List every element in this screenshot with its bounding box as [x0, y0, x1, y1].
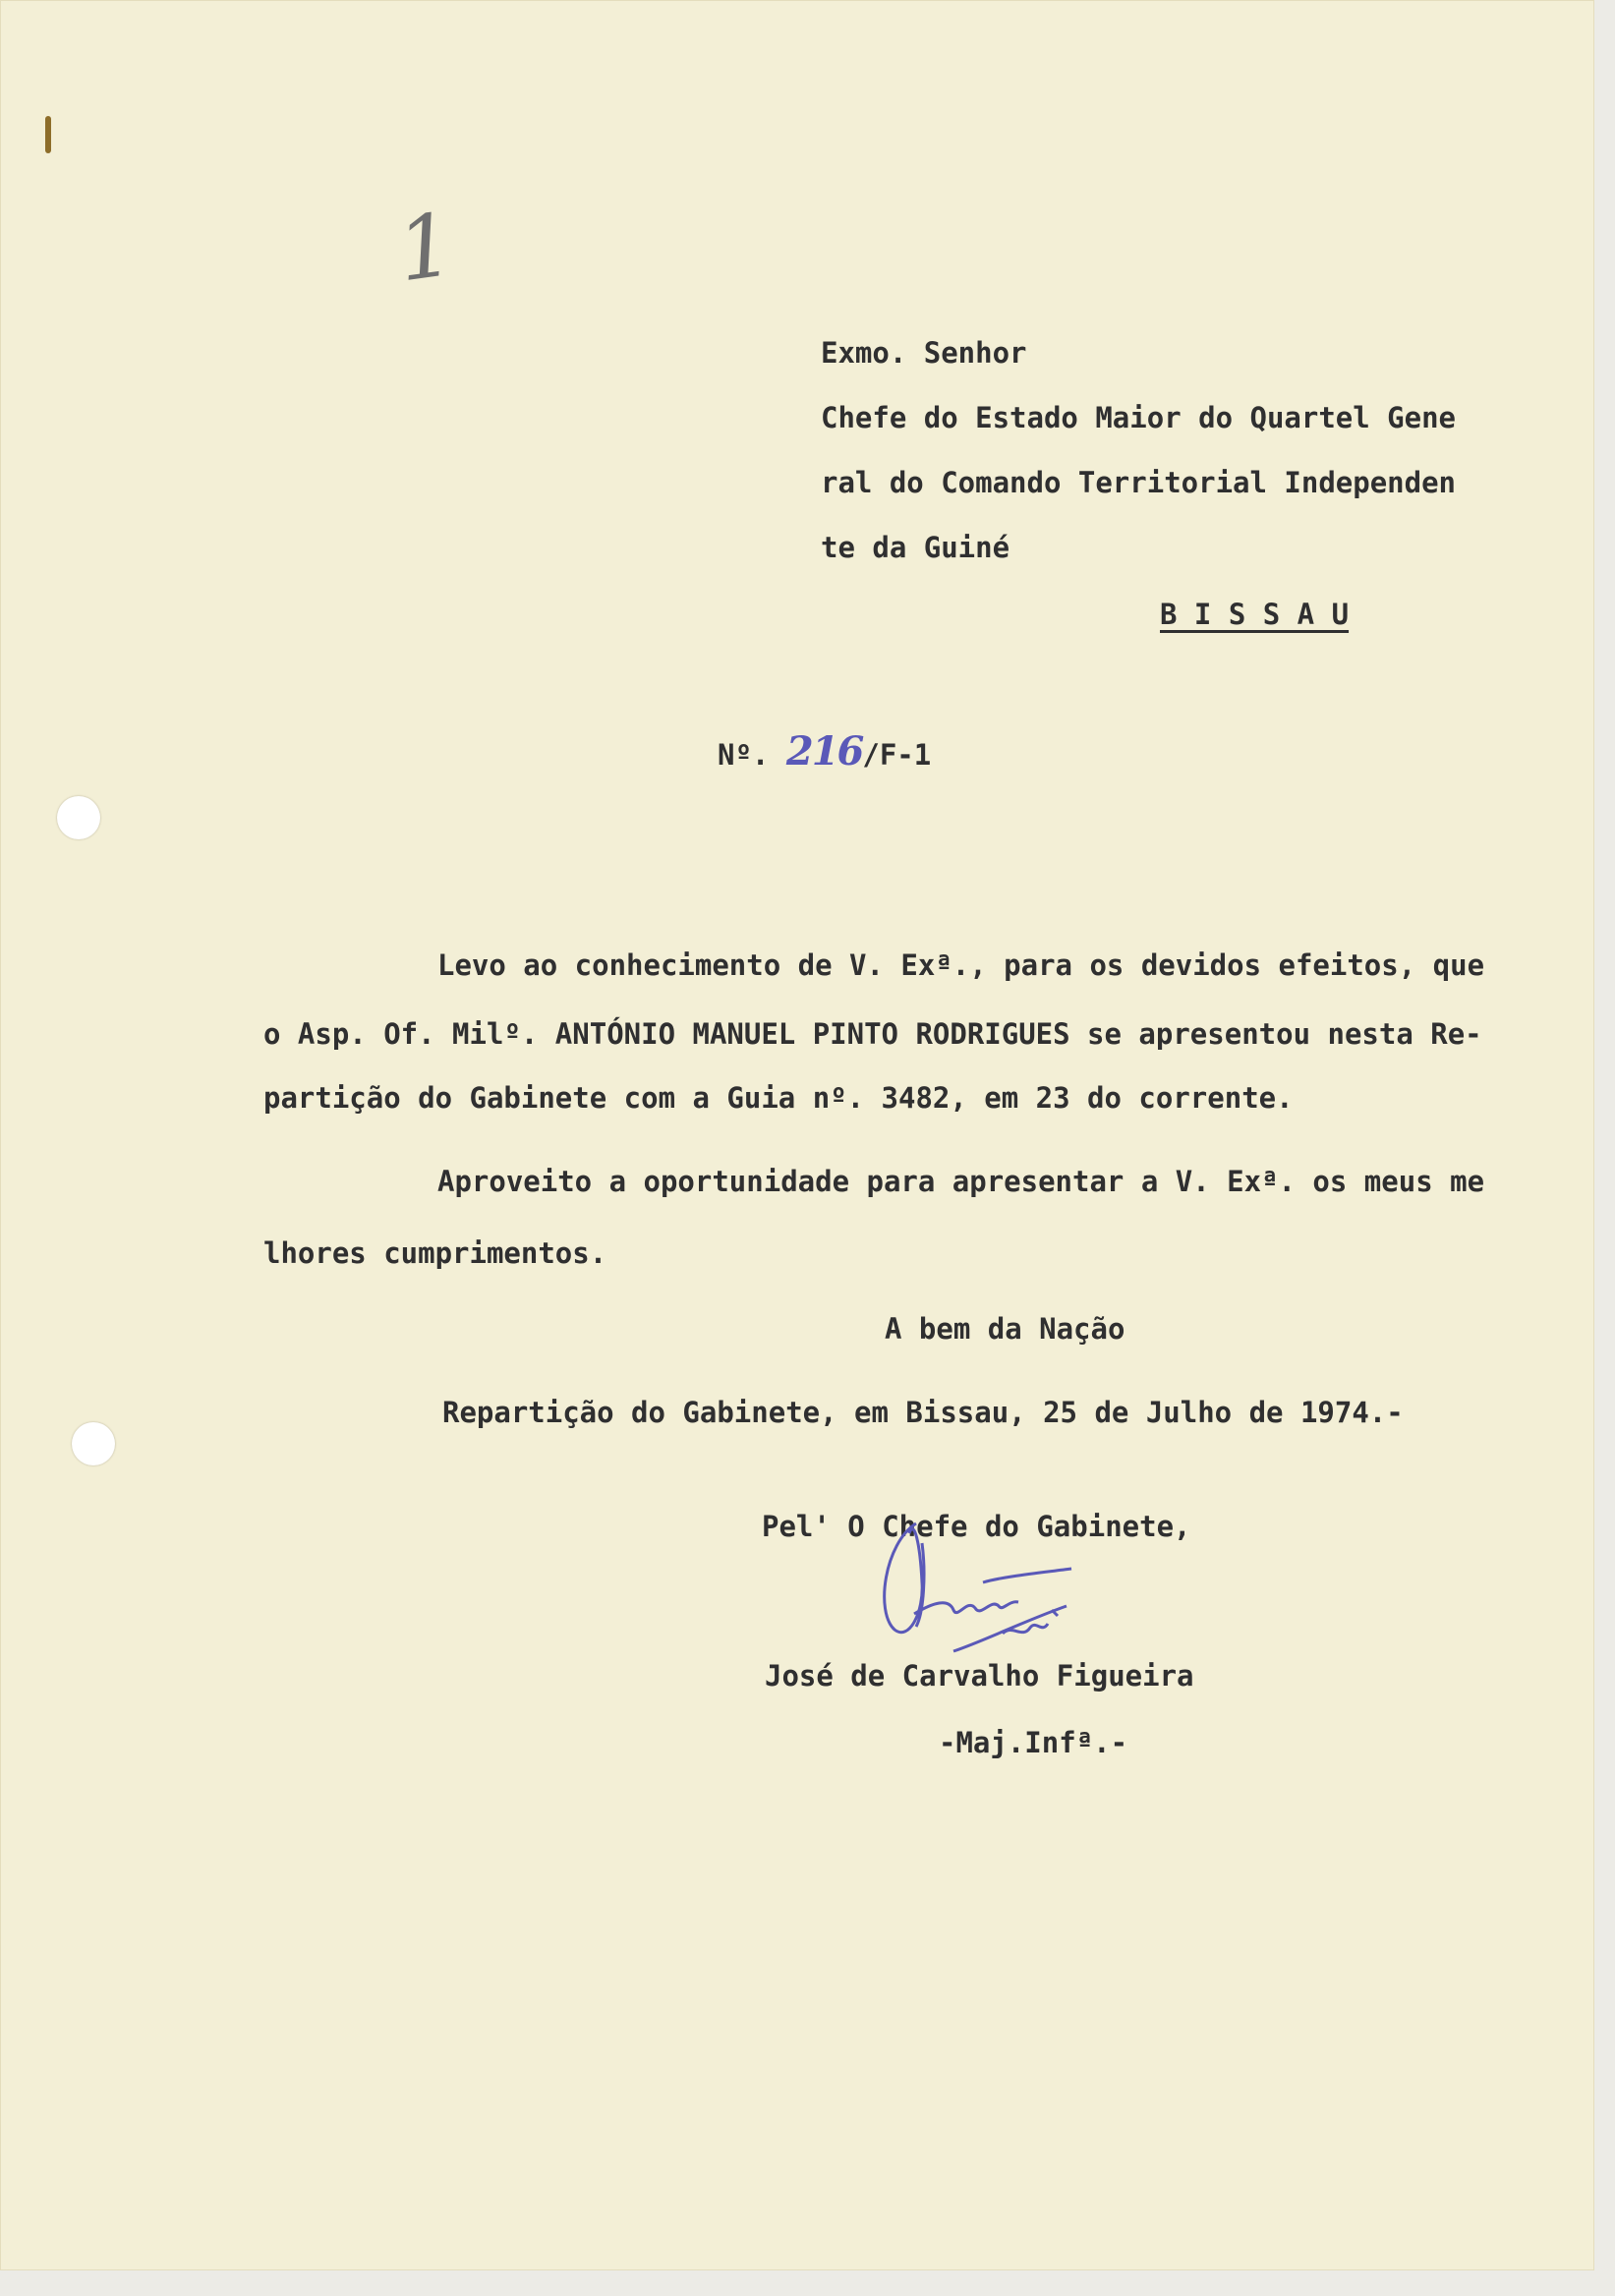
body-p2-line-2: lhores cumprimentos.	[263, 1236, 607, 1270]
on-behalf-line: Pel' O Chefe do Gabinete,	[762, 1510, 1191, 1543]
addressee-line-2: ral do Comando Territorial Independen	[821, 466, 1457, 499]
body-p1-line-3: partição do Gabinete com a Guia nº. 3482, em 23 do corrente.	[263, 1081, 1294, 1115]
reference-suffix: /F-1	[862, 738, 932, 772]
punch-hole-top	[57, 796, 100, 839]
body-p1-line-2: o Asp. Of. Milº. ANTÓNIO MANUEL PINTO RODRIGUES se apresentou nesta Re-	[263, 1017, 1482, 1051]
place-and-date: Repartição do Gabinete, em Bissau, 25 de Julho de 1974.-	[442, 1396, 1404, 1429]
reference-handwritten-number: 216	[785, 728, 863, 775]
closing-motto: A bem da Nação	[885, 1312, 1125, 1346]
signatory-name: José de Carvalho Figueira	[765, 1659, 1194, 1693]
signature-drawing	[855, 1504, 1130, 1681]
punch-hole-bottom	[72, 1422, 115, 1465]
reference-prefix: Nº.	[718, 738, 770, 772]
salutation: Exmo. Senhor	[821, 336, 1027, 370]
reference-number	[718, 728, 932, 775]
city-heading: B I S S A U	[1160, 598, 1350, 631]
body-p1-line-1: Levo ao conhecimento de V. Exª., para os devidos efeitos, que	[437, 948, 1485, 982]
pencil-annotation: 1	[391, 193, 460, 302]
addressee-line-3: te da Guiné	[821, 531, 1010, 564]
signatory-rank: -Maj.Infª.-	[939, 1726, 1128, 1759]
addressee-line-1: Chefe do Estado Maior do Quartel Gene	[821, 401, 1457, 434]
rust-mark	[45, 116, 51, 153]
body-p2-line-1: Aproveito a oportunidade para apresentar a V. Exª. os meus me	[437, 1165, 1485, 1198]
